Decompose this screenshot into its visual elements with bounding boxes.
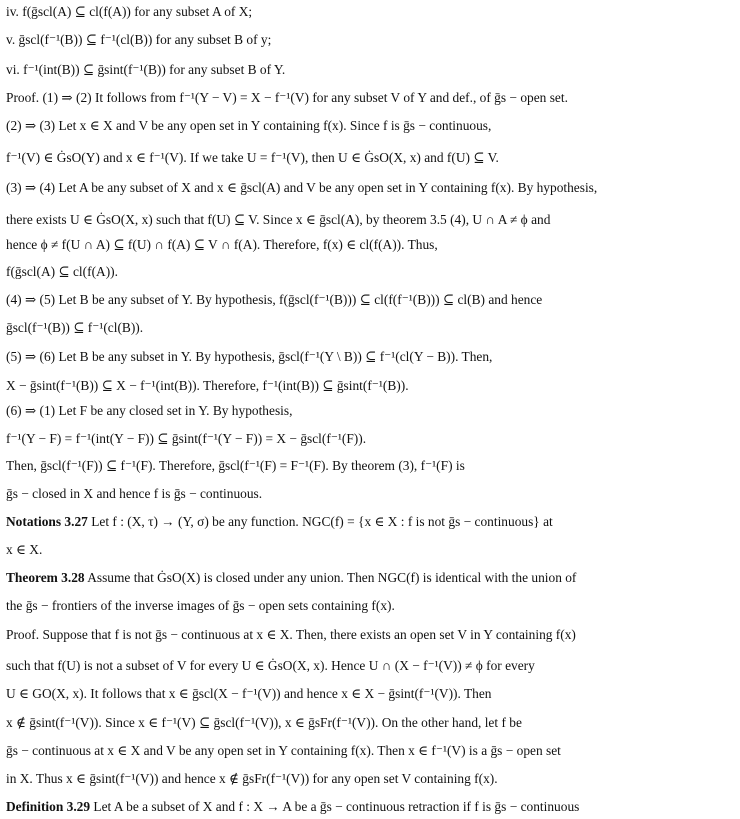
heading-label: Definition 3.29 (6, 799, 91, 814)
item-v: v. ḡscl(f⁻¹(B)) ⊆ f⁻¹(cl(B)) for any subset B of y; (6, 32, 272, 47)
notation-3-27: Notations 3.27 Let f : (X, τ) → (Y, σ) be any function. NGC(f) = {x ∈ X : f is not ḡs − continuous} at (6, 514, 553, 529)
proof-line: Then, ḡscl(f⁻¹(F)) ⊆ f⁻¹(F). Therefore, ḡscl(f⁻¹(F) = F⁻¹(F). By theorem (3), f⁻¹(F) is (6, 458, 465, 473)
definition-3-29: Definition 3.29 Let A be a subset of X and f : X → A be a ḡs − continuous retraction if f is ḡs − continuous (6, 799, 580, 814)
proof-line: f⁻¹(Y − F) = f⁻¹(int(Y − F)) ⊆ ḡsint(f⁻¹(Y − F)) = X − ḡscl(f⁻¹(F)). (6, 431, 367, 446)
proof-line: ḡs − closed in X and hence f is ḡs − continuous. (6, 486, 263, 501)
theorem-3-28: Theorem 3.28 Assume that ĠsO(X) is closed under any union. Then NGC(f) is identical with the union of (6, 570, 577, 585)
proof-line: ḡscl(f⁻¹(B)) ⊆ f⁻¹(cl(B)). (6, 320, 144, 335)
proof-line: in X. Thus x ∈ ḡsint(f⁻¹(V)) and hence x ∉ ḡsFr(f⁻¹(V)) for any open set V containing f(x). (6, 771, 498, 786)
heading-label: Notations 3.27 (6, 514, 88, 529)
proof-line: f(ḡscl(A) ⊆ cl(f(A)). (6, 264, 118, 279)
proof-line: (4) ⇒ (5) Let B be any subset of Y. By hypothesis, f(ḡscl(f⁻¹(B))) ⊆ cl(f(f⁻¹(B))) ⊆ cl(B) and hence (6, 292, 543, 307)
proof-line: X − ḡsint(f⁻¹(B)) ⊆ X − f⁻¹(int(B)). Therefore, f⁻¹(int(B)) ⊆ ḡsint(f⁻¹(B)). (6, 378, 409, 393)
proof-line: there exists U ∈ ĠsO(X, x) such that f(U) ⊆ V. Since x ∈ ḡscl(A), by theorem 3.5 (4), U ∩ A ≠ ϕ and (6, 212, 551, 227)
proof-line: Proof. Suppose that f is not ḡs − continuous at x ∈ X. Then, there exists an open set V in Y containing f(x) (6, 627, 576, 642)
proof-line: f⁻¹(V) ∈ ĠsO(Y) and x ∈ f⁻¹(V). If we take U = f⁻¹(V), then U ∈ ĠsO(X, x) and f(U) ⊆ V. (6, 150, 499, 165)
proof-line: U ∈ GO(X, x). It follows that x ∈ ḡscl(X − f⁻¹(V)) and hence x ∈ X − ḡsint(f⁻¹(V)). Then (6, 686, 492, 701)
proof-line: ḡs − continuous at x ∈ X and V be any open set in Y containing f(x). Then x ∈ f⁻¹(V) is a ḡs − open set (6, 743, 561, 758)
item-vi: vi. f⁻¹(int(B)) ⊆ ḡsint(f⁻¹(B)) for any subset B of Y. (6, 62, 286, 77)
proof-line: (6) ⇒ (1) Let F be any closed set in Y. By hypothesis, (6, 403, 293, 418)
proof-line: (2) ⇒ (3) Let x ∈ X and V be any open set in Y containing f(x). Since f is ḡs − continuous, (6, 118, 492, 133)
proof-line: such that f(U) is not a subset of V for every U ∈ ĠsO(X, x). Hence U ∩ (X − f⁻¹(V)) ≠ ϕ for every (6, 658, 535, 673)
theorem-3-28: the ḡs − frontiers of the inverse images of ḡs − open sets containing f(x). (6, 598, 395, 613)
proof-line: (3) ⇒ (4) Let A be any subset of X and x ∈ ḡscl(A) and V be any open set in Y containing f(x). By hypothesis, (6, 180, 598, 195)
proof-line: x ∉ ḡsint(f⁻¹(V)). Since x ∈ f⁻¹(V) ⊆ ḡscl(f⁻¹(V)), x ∈ ḡsFr(f⁻¹(V)). On the other hand, let f be (6, 715, 522, 730)
proof-line: (5) ⇒ (6) Let B be any subset in Y. By hypothesis, ḡscl(f⁻¹(Y \ B)) ⊆ f⁻¹(cl(Y − B)). Then, (6, 349, 493, 364)
notation-3-27: x ∈ X. (6, 542, 43, 557)
proof-line: hence ϕ ≠ f(U ∩ A) ⊆ f(U) ∩ f(A) ⊆ V ∩ f(A). Therefore, f(x) ∈ cl(f(A)). Thus, (6, 237, 438, 252)
proof-line: Proof. (1) ⇒ (2) It follows from f⁻¹(Y − V) = X − f⁻¹(V) for any subset V of Y and def., of ḡs − open set. (6, 90, 568, 105)
heading-label: Theorem 3.28 (6, 570, 85, 585)
item-iv: iv. f(ḡscl(A) ⊆ cl(f(A)) for any subset A of X; (6, 4, 253, 19)
